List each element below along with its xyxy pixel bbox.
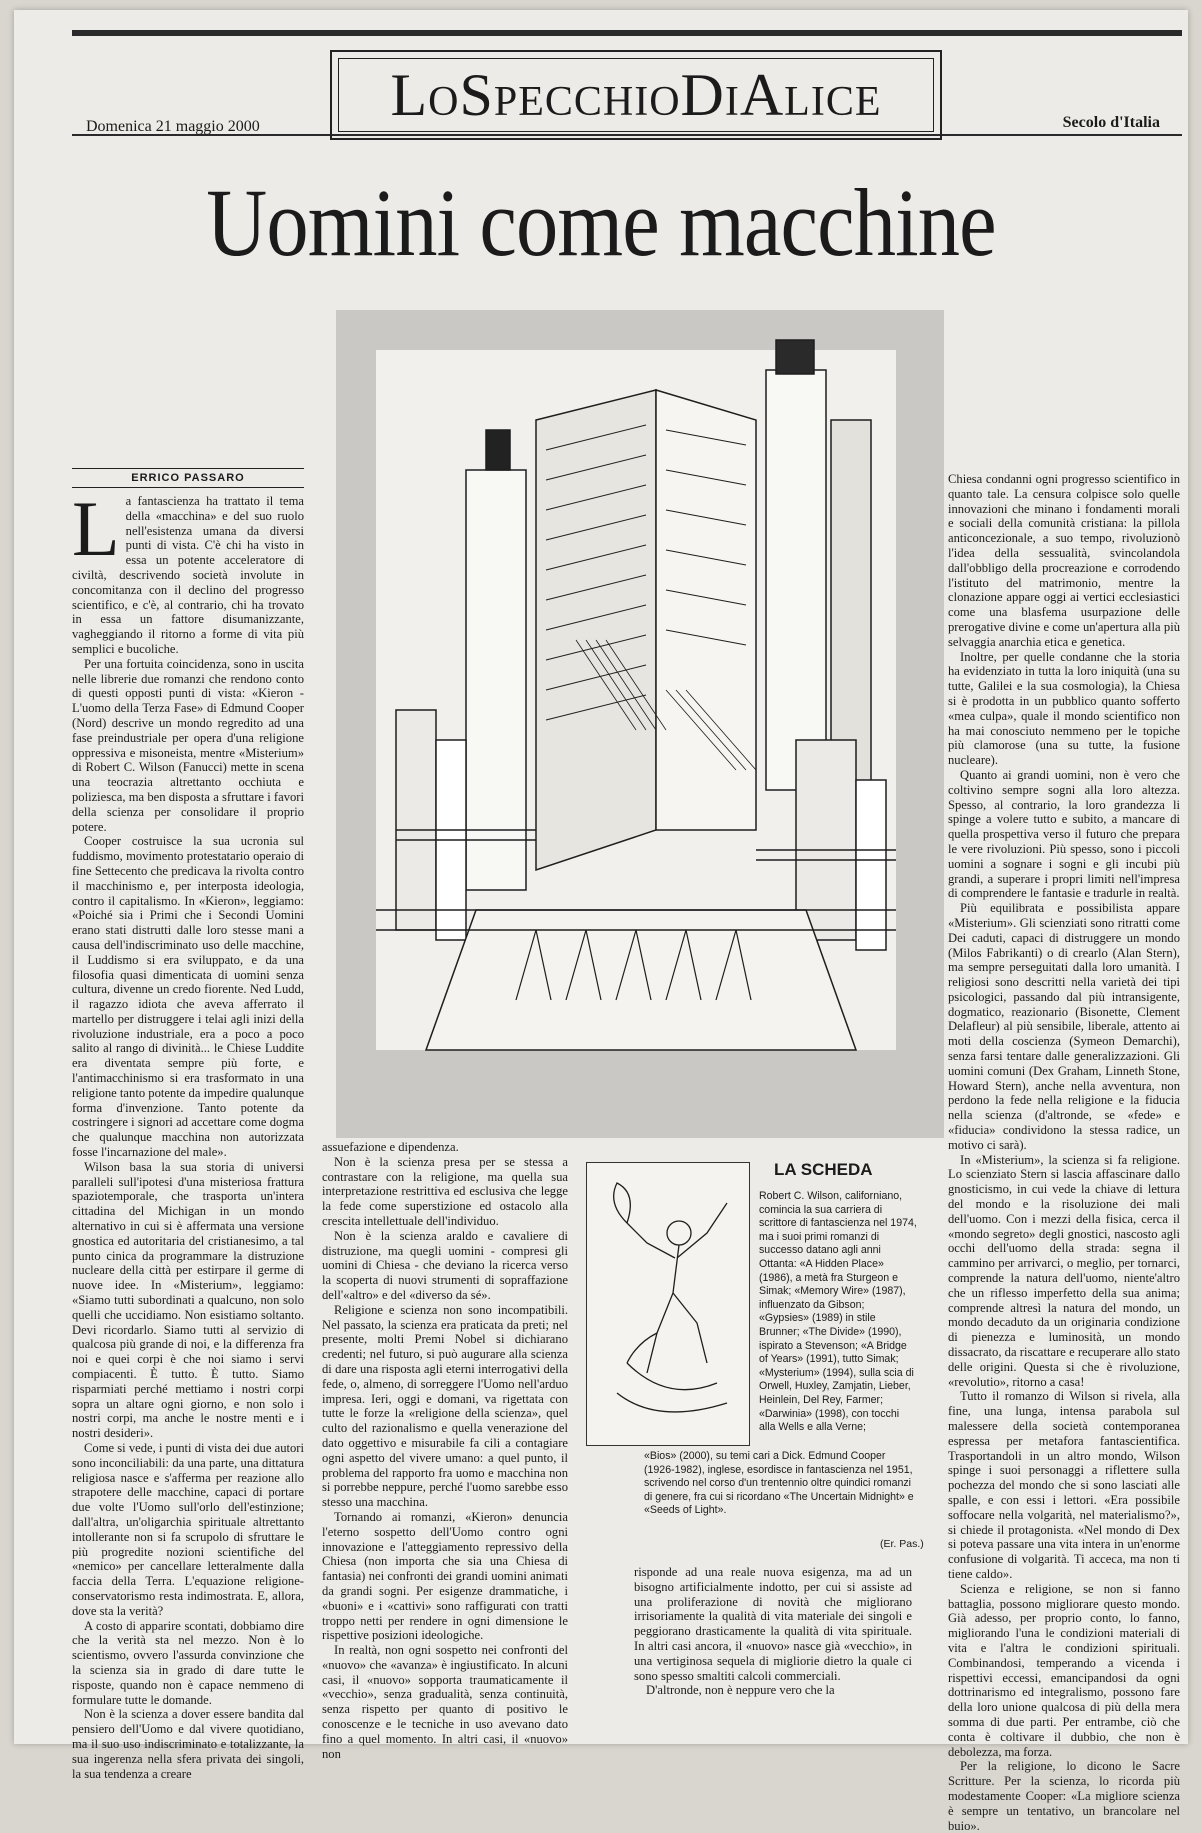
paragraph: Tutto il romanzo di Wilson si rivela, alla fine, una lunga, intensa parabola sul malessere della società contemporanea espressa per metafora fantascientifica. Trasportandoli in un altro mondo, Wilson spinge i suoi personaggi a riflettere sulla pochezza del mondo che si sono lasciati alle spalle, e con essi i lettori. «Era possibile soffocare nella volgarità, nel materialismo?», si chiede il protagonista. «Nel mondo di Dex si poteva passare una vita intera in un'enorme confusione di volgarità. Ti acceca, ma non ti tiene caldo». (948, 1389, 1180, 1581)
section-masthead (330, 50, 942, 140)
paragraph: assuefazione e dipendenza. (322, 1140, 459, 1154)
paragraph: In «Misterium», la scienza si fa religione. Lo scienziato Stern si lascia affascinare dallo gnosticismo, in cui vede la chiave di lettura del mondo e la risoluzione dei mali dell'uomo. Con i mezzi della fisica, cerca il «mondo segreto» degli gnostici, nascosto agli occhi dell'uomo della strada: segna il cammino per arrivarci, o meglio, per tornarci, comprende la natura dell'uomo, niente'altro che un riflesso imperfetto della sua anima; comprende altresì la natura del mondo, un mondo decaduto da un originaria condizione di pienezza e luminosità, un mondo dissacrato, da riscattare e recuperare allo stato delle origini. Questa si che è rivoluzione, «revolutio», ritorno a casa! (948, 1152, 1180, 1389)
mythic-figure-icon (587, 1163, 747, 1443)
section-title: LoSpecchioDiAlice (390, 61, 882, 128)
article-column-1 (72, 485, 304, 1781)
scheda-title: LA SCHEDA (774, 1160, 873, 1179)
scheda-paragraph: Robert C. Wilson, californiano, comincia la sua carriera di scrittore di fantascienza nel 1974, ma i suoi primi romanzi di successo datano agli anni Ottanta: «A Hidden Place» (1986), a metà fra Sturgeon e Simak; «Memory Wire» (1987), influenzato da Gibson; «Gypsies» (1989) in stile Brunner; «The Divide» (1990), ispirato a Stevenson; «A Bridge of Years» (1991), tutto Simak; «Mysterium» (1994), sulla scia di Orwell, Huxley, Zamjatin, Lieber, Heinlein, Del Rey, Farmer; «Darwinia» (1998), con tocchi alla Wells e alla Verne; (759, 1190, 917, 1434)
scheda-signature: (Er. Pas.) (880, 1538, 924, 1550)
paragraph: Wilson basa la sua storia di universi paralleli sull'ipotesi d'una misteriosa frattura spaziotemporale, che trasporta un'intera cittadina del Michigan in un mondo alternativo in cui si è affermata una versione gnostica ed autoritaria del cristianesimo, a tal punto cinica da programmare la distruzione nucleare della città per estirpare il germe di nuove idee. In «Misterium», leggiamo: «Siamo tutti subordinati a qualcuno, non solo quelli che uccidiamo. Non esistiamo soltanto. Devi ricordarlo. Siamo tutti al servizio di qualcosa più grande di noi, e la differenza fra noi e quei corpi è che noi siamo i servi compiacenti. È tutto. È tutto. Siamo risparmiati perché mettiamo i nostri corpi sopra un altare ogni giorno, e non solo i nostri corpi, ma anche le nostre menti e i nostri desideri». (72, 1159, 304, 1441)
paragraph: Come si vede, i punti di vista dei due autori sono inconciliabili: da una parte, una dittatura religiosa nasce e s'afferma per reazione allo strapotere delle macchine, capaci di portare due volte l'Uomo sull'orlo dell'estinzione; dall'altra, un'oligarchia spirituale altrettanto intollerante non si fa scrupolo di sfruttare le più progredite nozioni scientifiche del «nemico» per cancellare letteralmente dalla faccia della Terra. L'equazione religione-conservatorismo resta indimostrata. E, allora, dove sta la verità? (72, 1441, 304, 1618)
paragraph: Quanto ai grandi uomini, non è vero che coltivino sempre sogni alla loro altezza. Spesso, al contrario, la loro grandezza li spinge a volere tutto e subito, a mancare di quella prospettiva verso il futuro che prepara le vere rivoluzioni. Più spesso, sono i piccoli uomini a sognare i sogni e gli incubi più grandi, a superare i propri limiti nell'impresa di comprendere le fantasie e tradurle in realtà. (948, 767, 1180, 901)
futurist-city-icon (336, 310, 944, 1138)
paragraph: Per una fortuita coincidenza, sono in uscita nelle librerie due romanzi che rendono conto di questi opposti punti di vista: «Kieron - L'uomo della Terza Fase» di Edmund Cooper (Nord) descrive un mondo regredito ad una fase preindustriale per opera d'una religione oppressiva e misoneista, mentre «Misterium» di Robert C. Wilson (Fanucci) mette in scena una teocrazia altrettanto occhiuta e poliziesca, ma ben disposta a sfruttare i favori della scienza per consolidare il proprio potere. (72, 656, 304, 834)
article-column-3 (634, 1565, 912, 1731)
paragraph: Religione e scienza non sono incompatibili. Nel passato, la scienza era praticata da preti; nel presente, molti Premi Nobel si dichiarano credenti; nel futuro, si può augurare alla scienza di dare una risposta agli eterni interrogativi della fede, o, almeno, di sorreggere l'Uomo nell'arduo impresa. Ieri, oggi e domani, va rigettata con tutte le forze la «religione della scienza», quel culto del razionalismo e quella venerazione del dato oggettivo e misurabile fa cili a contagiare ogni aspetto del vivere umano: a quel punto, il problema del rapporto fra uomo e macchina non si porrebbe neppure, perché l'uomo sarebbe esso stesso una macchina. (322, 1302, 568, 1510)
paragraph: risponde ad una reale nuova esigenza, ma ad un bisogno artificialmente indotto, per cui si assiste ad una proliferazione di novità che migliorano irrisoriamente la qualità di vita materiale dei singoli e peggiorano drasticamente la qualità di vita spirituale. In altri casi ancora, il «nuovo» nasce già «vecchio», in una vertiginosa sequela di migliorie dietro la quale ci sono spesso smaltiti calcoli commerciali. (634, 1565, 912, 1683)
architectural-illustration (336, 310, 944, 1138)
paragraph: a fantascienza ha trattato il tema della «macchina» e del suo ruolo nell'esistenza umana da diversi punti di vista. C'è chi ha visto in essa un potente acceleratore di civiltà, descrivendo società involute in concomitanza con il declino del progresso scientifico, e c'è, al contrario, chi ha trovato in essa un fattore disumanizzante, vagheggiando il ritorno a forme di vita più semplici e bucoliche. (72, 494, 304, 656)
paragraph: Non è la scienza araldo e cavaliere di distruzione, ma quegli uomini - compresi gli uomini di Chiesa - che deviano la ricerca verso la scoperta di nuovi strumenti di sopraffazione dell'«altro» e del «diverso da sé». (322, 1228, 568, 1302)
scheda-illustration (586, 1162, 750, 1446)
scheda-text-bottom (644, 1450, 914, 1536)
paragraph: Inoltre, per quelle condanne che la storia ha evidenziato in tutta la loro iniquità (una su tutte, Galilei e la sua cosmologia), la Chiesa si è prodotta in un pubblico quanto sofferto «mea culpa», quale il mondo scientifico non ha mai conosciuto nemmeno per le topiche più clamorose (una su tutte, la fusione nucleare). (948, 649, 1180, 768)
drop-cap: L (72, 485, 120, 572)
article-column-4 (948, 472, 1180, 1833)
paragraph: Non è la scienza a dover essere bandita dal pensiero dell'Uomo e dal vivere quotidiano, ma il suo uso indiscriminato e totalizzante, la sua ingerenza nella sfera privata dei singoli, la sua tendenza a creare (72, 1707, 304, 1781)
author-byline: ERRICO PASSARO (72, 468, 304, 488)
paragraph: Non è la scienza presa per se stessa a contrastare con la religione, ma quella sua interpretazione restrittiva ed esclusiva che legge la fede come superstizione ed ostacolo alla crescita intellettuale dell'individuo. (322, 1154, 568, 1228)
newspaper-page (14, 10, 1188, 1833)
headline: Uomini come macchine (206, 169, 996, 276)
paragraph: Scienza e religione, se non si fanno battaglia, possono migliorare questo mondo. Già adesso, per proprio conto, lo fanno, migliorando l'una le condizioni materiali di vita e l'altra le condizioni spirituali. Combinandosi, temperando a vicenda i rispettivi eccessi, emancipandosi da ogni dottrinarismo ed integralismo, possono fare della loro unione qualcosa di più della mera somma di due parti. Per entrambe, ciò che conta è coltivare il dubbio, che non è debolezza, ma forza. (948, 1581, 1180, 1759)
newspaper-name: Secolo d'Italia (1062, 114, 1160, 131)
paragraph: Per la religione, lo dicono le Sacre Scritture. Per la scienza, lo ricorda più modestamente Cooper: «La migliore scienza è sempre un tentativo, un brancolare nel buio». (948, 1759, 1180, 1833)
paragraph: Più equilibrata e possibilista appare «Misterium». Gli scienziati sono ritratti come Dei caduti, capaci di distruggere un mondo (Milos Fabrikanti) o di crearlo (Alan Stern), ma sempre perseguitati dalla loro umanità. I religiosi sono descritti nella varietà dei tipi psicologici, passando dal più intransigente, dogmatico, reazionario (Bisonette, Clement Delafleur) al più sensibile, liberale, attento ai moti della coscienza (Symeon Demarchi), senza farsi tentare dalle generalizzazioni. Gli uomini comuni (Dex Graham, Linneth Stone, Howard Stern), anche nella avventura, non perdono la fede nella religione e la fiducia nella scienza (d'altronde, se «fede» e «fiducia» condividono la stessa radice, un motivo ci sarà). (948, 901, 1180, 1152)
issue-date: Domenica 21 maggio 2000 (86, 118, 260, 135)
paragraph: In realtà, non ogni sospetto nei confronti del «nuovo» che «avanza» è ingiustificato. In alcuni casi, il «nuovo» sopporta traumaticamente il «vecchio», senza gradualità, senza continuità, senza rispetto per quanto di positivo le conoscenze e le tecniche in uso avevano dato fino a quel momento. In altri casi, il «nuovo» non (322, 1643, 568, 1761)
paragraph: A costo di apparire scontati, dobbiamo dire che la verità sta nel mezzo. Non è lo scientismo, ovvero l'assurda convinzione che la scienza sia in grado di dare tutte le risposte, quando non è capace nemmeno di formulare tutte le domande. (72, 1618, 304, 1707)
paragraph: Cooper costruisce la sua ucronia sul fuddismo, movimento protestatario operaio di fine Settecento che predicava la rivolta contro il macchinismo e, per interposta ideologia, contro il capitalismo. In «Kieron», leggiamo: «Poiché sia i Primi che i Secondi Uomini erano stati distrutti dalle loro stesse mani a causa dell'indiscriminato uso delle macchine, il Luddismo si era sviluppato, e da una filosofia quasi dimenticata di uomini senza cultura, divenne un credo fiorente. Ned Ludd, il ragazzo idiota che aveva afferrato il martello per distruggere i telai agli inizi della rivoluzione industriale, era a poco a poco salito al rango di divinità... le Chiese Luddite era diventata sempre più forte, e l'antimacchinismo si era trasformato in una religione tanto potente da impedire qualunque forma d'invenzione. Tanto potente da costringere i signori ad accettare come dogma che qualunque macchina non autorizzata fosse l'incarnazione del male». (72, 834, 304, 1160)
scheda-paragraph: «Bios» (2000), su temi cari a Dick. Edmund Cooper (1926-1982), inglese, esordisce in fantascienza nel 1951, scrivendo nel corso d'un trentennio oltre quindici romanzi di genere, fra cui si ricordano «The Uncertain Midnight» e «Seeds of Light». (644, 1450, 914, 1517)
paragraph: Tornando ai romanzi, «Kieron» denuncia l'eterno sospetto dell'Uomo contro ogni innovazione e l'atteggiamento repressivo della Chiesa (non importa che sia una Chiesa di fantasia) nei confronti dei grandi uomini animati da grandi sogni. Per esigenze drammatiche, i «buoni» e i «cattivi» sono raffigurati con tratti troppo netti per rendere in ogni dimensione le rispettive posizioni ideologiche. (322, 1509, 568, 1643)
paragraph: Chiesa condanni ogni progresso scientifico in quanto tale. La censura colpisce solo quelle innovazioni che minano i fondamenti morali e sociali della comunità cristiana: la pillola anticoncezionale, a suo tempo, rivoluzionò l'idea della sessualità, svincolandola dall'obbligo della procreazione e corrodendo l'istituto del matrimonio, mentre la clonazione appare oggi ai vertici ecclesiastici come una blasfema usurpazione delle prerogative divine e come un'apertura alla più selvaggia anarchia etica e genetica. (948, 472, 1180, 649)
paragraph: D'altronde, non è neppure vero che la (646, 1683, 835, 1698)
article-column-2 (322, 1140, 568, 1761)
top-rule (72, 30, 1182, 36)
scheda-text-top (759, 1190, 917, 1434)
